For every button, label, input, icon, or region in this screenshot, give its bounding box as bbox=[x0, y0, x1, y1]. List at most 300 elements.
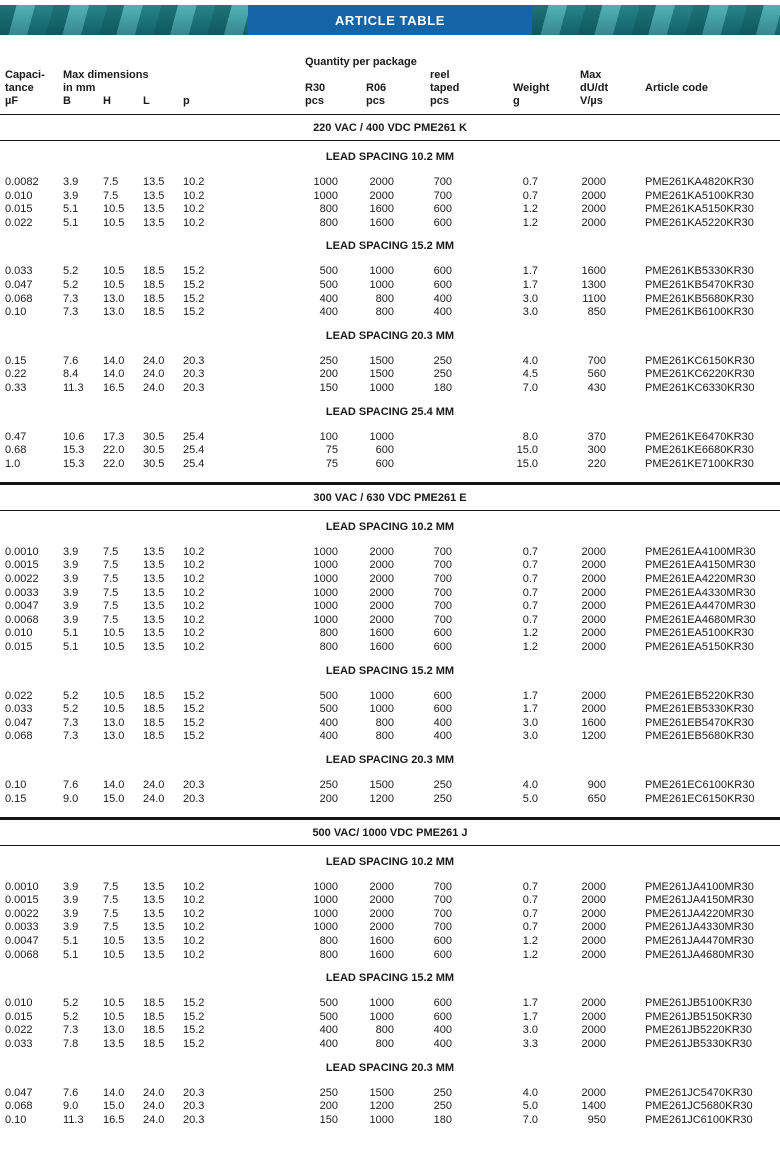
top-banner bbox=[0, 5, 780, 35]
cell-reel-taped-pcs: 700 bbox=[433, 559, 452, 572]
cell-max-du-dt: 2000 bbox=[581, 203, 606, 216]
table-row bbox=[0, 1100, 780, 1114]
cell-weight-g: 4.0 bbox=[522, 354, 538, 367]
cell-r30-pcs: 500 bbox=[319, 703, 338, 716]
cell-max-du-dt: 2000 bbox=[581, 545, 606, 558]
cell-reel-taped-pcs: 400 bbox=[433, 1037, 452, 1050]
section-gap bbox=[0, 806, 780, 818]
capacitance-header-line1: Capaci- bbox=[5, 69, 45, 81]
cell-dim-b: 5.2 bbox=[63, 265, 79, 278]
cell-reel-taped-pcs: 400 bbox=[433, 716, 452, 729]
cell-reel-taped-pcs: 600 bbox=[433, 703, 452, 716]
cell-dim-l: 18.5 bbox=[143, 716, 165, 729]
max-dimensions-header: Max dimensions bbox=[63, 69, 149, 81]
cell-dim-p: 15.2 bbox=[183, 997, 205, 1010]
lead-spacing-title bbox=[0, 1052, 780, 1087]
cell-r30-pcs: 500 bbox=[319, 278, 338, 291]
cell-dim-h: 7.5 bbox=[103, 189, 119, 202]
cell-max-du-dt: 950 bbox=[587, 1113, 606, 1126]
cell-dim-p: 15.2 bbox=[183, 265, 205, 278]
cell-weight-g: 7.0 bbox=[522, 381, 538, 394]
table-row bbox=[0, 894, 780, 908]
cell-dim-h: 10.5 bbox=[103, 935, 125, 947]
table-row bbox=[0, 627, 780, 641]
cell-dim-p: 10.2 bbox=[183, 600, 205, 613]
cell-dim-b: 5.2 bbox=[63, 703, 79, 716]
cell-r30-pcs: 250 bbox=[319, 778, 338, 791]
cell-article-code: PME261JA4150MR30 bbox=[645, 894, 754, 907]
table-row bbox=[0, 176, 780, 190]
cell-weight-g: 4.5 bbox=[522, 368, 538, 381]
cell-r06-pcs: 1500 bbox=[369, 1086, 394, 1099]
cell-dim-p: 10.2 bbox=[183, 216, 205, 229]
cell-r30-pcs: 500 bbox=[319, 1010, 338, 1023]
cell-dim-p: 15.2 bbox=[183, 1010, 205, 1023]
cell-dim-h: 10.5 bbox=[103, 216, 125, 229]
cell-r30-pcs: 500 bbox=[319, 997, 338, 1010]
cell-dim-b: 3.9 bbox=[63, 880, 79, 893]
cell-r30-pcs: 400 bbox=[319, 730, 338, 743]
section-title-text: 300 VAC / 630 VDC PME261 E bbox=[0, 483, 780, 510]
cell-capacitance-uf: 0.015 bbox=[5, 203, 33, 216]
r06-pcs-header: pcs bbox=[366, 95, 385, 107]
cell-r30-pcs: 1000 bbox=[313, 921, 338, 934]
table-row bbox=[0, 779, 780, 793]
cell-max-du-dt: 300 bbox=[587, 444, 606, 457]
cell-dim-l: 18.5 bbox=[143, 689, 165, 702]
cell-r06-pcs: 1500 bbox=[369, 778, 394, 791]
cell-dim-b: 7.3 bbox=[63, 730, 79, 743]
cell-article-code: PME261KE6680KR30 bbox=[645, 444, 754, 457]
uf-unit-header: µF bbox=[5, 95, 19, 107]
cell-max-du-dt: 2000 bbox=[581, 894, 606, 907]
cell-article-code: PME261JB5100KR30 bbox=[645, 997, 753, 1010]
cell-dim-b: 3.9 bbox=[63, 189, 79, 202]
cell-dim-h: 7.5 bbox=[103, 894, 119, 907]
cell-dim-l: 24.0 bbox=[143, 368, 165, 381]
cell-dim-l: 18.5 bbox=[143, 730, 165, 743]
cell-r30-pcs: 250 bbox=[319, 354, 338, 367]
cell-dim-l: 18.5 bbox=[143, 265, 165, 278]
cell-max-du-dt: 700 bbox=[587, 354, 606, 367]
cell-dim-h: 10.5 bbox=[103, 278, 125, 291]
cell-capacitance-uf: 0.022 bbox=[5, 1024, 33, 1037]
cell-reel-taped-pcs: 600 bbox=[433, 627, 452, 640]
cell-r30-pcs: 400 bbox=[319, 1037, 338, 1050]
cell-dim-h: 16.5 bbox=[103, 381, 125, 394]
cell-r30-pcs: 400 bbox=[319, 292, 338, 305]
lead-spacing-title-text: LEAD SPACING 20.3 MM bbox=[325, 753, 455, 766]
cell-weight-g: 1.2 bbox=[522, 216, 538, 229]
cell-weight-g: 1.7 bbox=[522, 265, 538, 278]
reel-header-line2: taped bbox=[430, 82, 460, 94]
cell-r30-pcs: 800 bbox=[319, 216, 338, 229]
cell-reel-taped-pcs: 600 bbox=[433, 997, 452, 1010]
table-row bbox=[0, 600, 780, 614]
cell-dim-p: 10.2 bbox=[183, 189, 205, 202]
cell-r30-pcs: 150 bbox=[319, 1113, 338, 1126]
cell-weight-g: 1.2 bbox=[522, 627, 538, 640]
cell-capacitance-uf: 1.0 bbox=[5, 457, 21, 470]
cell-dim-l: 30.5 bbox=[143, 444, 165, 457]
cell-r06-pcs: 1600 bbox=[369, 203, 394, 216]
table-row bbox=[0, 368, 780, 382]
cell-reel-taped-pcs: 600 bbox=[433, 948, 452, 961]
cell-reel-taped-pcs: 180 bbox=[433, 381, 452, 394]
cell-r06-pcs: 800 bbox=[375, 1024, 394, 1037]
cell-max-du-dt: 850 bbox=[587, 306, 606, 319]
cell-capacitance-uf: 0.033 bbox=[5, 1037, 33, 1050]
cell-article-code: PME261EC6100KR30 bbox=[645, 778, 755, 791]
cell-dim-b: 3.9 bbox=[63, 600, 79, 613]
cell-dim-p: 20.3 bbox=[183, 1100, 205, 1113]
section-gap bbox=[0, 471, 780, 483]
dim-h-header: H bbox=[103, 95, 111, 107]
cell-dim-b: 5.2 bbox=[63, 997, 79, 1010]
cell-dim-h: 13.0 bbox=[103, 716, 125, 729]
cell-capacitance-uf: 0.0010 bbox=[5, 880, 39, 893]
cell-max-du-dt: 560 bbox=[587, 368, 606, 381]
cell-r30-pcs: 1000 bbox=[313, 176, 338, 188]
cell-reel-taped-pcs: 400 bbox=[433, 306, 452, 319]
cell-r30-pcs: 250 bbox=[319, 1086, 338, 1099]
cell-dim-h: 13.5 bbox=[103, 1037, 125, 1050]
cell-reel-taped-pcs: 700 bbox=[433, 573, 452, 585]
cell-r06-pcs: 800 bbox=[375, 716, 394, 729]
cell-r30-pcs: 200 bbox=[319, 792, 338, 805]
cell-weight-g: 1.7 bbox=[522, 1010, 538, 1023]
cell-r30-pcs: 200 bbox=[319, 368, 338, 381]
article-code-header: Article code bbox=[645, 82, 708, 94]
cell-dim-p: 15.2 bbox=[183, 716, 205, 729]
table-row bbox=[0, 573, 780, 587]
cell-r30-pcs: 1000 bbox=[313, 573, 338, 585]
cell-dim-b: 7.3 bbox=[63, 306, 79, 319]
table-row bbox=[0, 559, 780, 573]
datasheet-page bbox=[0, 5, 780, 1127]
cell-article-code: PME261JA4100MR30 bbox=[645, 880, 754, 893]
cell-weight-g: 3.0 bbox=[522, 716, 538, 729]
cell-reel-taped-pcs: 400 bbox=[433, 730, 452, 743]
lead-spacing-title-text: LEAD SPACING 20.3 MM bbox=[325, 1061, 455, 1074]
cell-dim-l: 18.5 bbox=[143, 278, 165, 291]
cell-capacitance-uf: 0.047 bbox=[5, 1086, 33, 1099]
cell-dim-b: 11.3 bbox=[63, 1113, 84, 1126]
cell-dim-b: 10.6 bbox=[63, 430, 85, 443]
cell-article-code: PME261KE7100KR30 bbox=[645, 457, 754, 470]
lead-spacing-title-text: LEAD SPACING 25.4 MM bbox=[325, 405, 455, 418]
banner-title: ARTICLE TABLE bbox=[248, 5, 532, 35]
cell-dim-p: 10.2 bbox=[183, 935, 205, 947]
cell-dim-l: 13.5 bbox=[143, 880, 165, 893]
cell-capacitance-uf: 0.033 bbox=[5, 703, 33, 716]
cell-dim-b: 3.9 bbox=[63, 907, 79, 920]
cell-dim-b: 7.3 bbox=[63, 292, 79, 305]
cell-dim-h: 10.5 bbox=[103, 640, 125, 653]
cell-capacitance-uf: 0.10 bbox=[5, 1113, 27, 1126]
cell-dim-b: 15.3 bbox=[63, 457, 85, 470]
cell-article-code: PME261JC5680KR30 bbox=[645, 1100, 753, 1113]
cell-dim-l: 24.0 bbox=[143, 354, 165, 367]
cell-weight-g: 0.7 bbox=[522, 189, 538, 202]
cell-dim-l: 24.0 bbox=[143, 1113, 165, 1126]
cell-dim-p: 25.4 bbox=[183, 430, 205, 443]
cell-capacitance-uf: 0.0082 bbox=[5, 176, 39, 188]
cell-dim-p: 10.2 bbox=[183, 640, 205, 653]
cell-reel-taped-pcs bbox=[394, 431, 452, 445]
cell-article-code: PME261EA5100KR30 bbox=[645, 627, 754, 640]
section-title-text: 500 VAC/ 1000 VDC PME261 J bbox=[0, 818, 780, 845]
cell-weight-g: 0.7 bbox=[522, 545, 538, 558]
cell-r06-pcs: 1600 bbox=[369, 627, 394, 640]
cell-weight-g: 5.0 bbox=[522, 792, 538, 805]
cell-dim-h: 7.5 bbox=[103, 880, 119, 893]
cell-max-du-dt: 2000 bbox=[581, 1086, 606, 1099]
cell-dim-l: 18.5 bbox=[143, 1037, 165, 1050]
cell-dim-h: 7.5 bbox=[103, 600, 119, 613]
cell-r30-pcs: 1000 bbox=[313, 189, 338, 202]
cell-dim-l: 13.5 bbox=[143, 627, 165, 640]
cell-max-du-dt: 2000 bbox=[581, 640, 606, 653]
cell-dim-l: 30.5 bbox=[143, 430, 165, 443]
cell-reel-taped-pcs: 600 bbox=[433, 1010, 452, 1023]
cell-dim-h: 13.0 bbox=[103, 306, 125, 319]
cell-dim-b: 15.3 bbox=[63, 444, 85, 457]
cell-reel-taped-pcs: 700 bbox=[433, 586, 452, 599]
cell-dim-p: 15.2 bbox=[183, 278, 205, 291]
cell-dim-l: 13.5 bbox=[143, 203, 165, 216]
cell-reel-taped-pcs: 700 bbox=[433, 600, 452, 613]
lead-spacing-title bbox=[0, 141, 780, 177]
lead-spacing-title-text: LEAD SPACING 20.3 MM bbox=[325, 329, 455, 342]
cell-capacitance-uf: 0.0010 bbox=[5, 545, 39, 558]
cell-r06-pcs: 2000 bbox=[369, 907, 394, 920]
cell-max-du-dt: 1300 bbox=[581, 278, 606, 291]
cell-weight-g: 5.0 bbox=[522, 1100, 538, 1113]
cell-r06-pcs: 800 bbox=[375, 306, 394, 319]
cell-article-code: PME261KC6330KR30 bbox=[645, 381, 755, 394]
cell-r06-pcs: 800 bbox=[375, 730, 394, 743]
cell-r06-pcs: 600 bbox=[375, 457, 394, 470]
cell-article-code: PME261KA5220KR30 bbox=[645, 216, 754, 229]
cell-r30-pcs: 500 bbox=[319, 689, 338, 702]
cell-r06-pcs: 2000 bbox=[369, 189, 394, 202]
lead-spacing-title-text: LEAD SPACING 10.2 MM bbox=[325, 520, 455, 533]
cell-max-du-dt: 2000 bbox=[581, 176, 606, 188]
cell-dim-b: 3.9 bbox=[63, 573, 79, 585]
cell-r30-pcs: 800 bbox=[319, 935, 338, 947]
cell-capacitance-uf: 0.033 bbox=[5, 265, 33, 278]
cell-dim-b: 8.4 bbox=[63, 368, 79, 381]
cell-weight-g: 0.7 bbox=[522, 559, 538, 572]
cell-article-code: PME261EB5330KR30 bbox=[645, 703, 754, 716]
cell-dim-l: 13.5 bbox=[143, 216, 165, 229]
cell-r06-pcs: 2000 bbox=[369, 880, 394, 893]
dudt-header-line1: Max bbox=[580, 69, 602, 81]
cell-dim-b: 7.6 bbox=[63, 778, 79, 791]
cell-dim-l: 13.5 bbox=[143, 573, 165, 585]
table-row bbox=[0, 614, 780, 628]
lead-spacing-title-text: LEAD SPACING 15.2 MM bbox=[325, 664, 455, 677]
cell-reel-taped-pcs: 250 bbox=[433, 1100, 452, 1113]
table-row bbox=[0, 306, 780, 320]
cell-dim-l: 13.5 bbox=[143, 600, 165, 613]
cell-article-code: PME261JC5470KR30 bbox=[645, 1086, 753, 1099]
cell-dim-b: 5.1 bbox=[63, 935, 79, 947]
article-table-body bbox=[0, 115, 780, 1128]
cell-r30-pcs: 75 bbox=[325, 444, 338, 457]
cell-weight-g: 1.2 bbox=[522, 203, 538, 216]
table-row bbox=[0, 444, 780, 458]
cell-weight-g: 0.7 bbox=[522, 573, 538, 585]
cell-dim-l: 18.5 bbox=[143, 306, 165, 319]
cell-dim-p: 10.2 bbox=[183, 921, 205, 934]
cell-capacitance-uf: 0.68 bbox=[5, 444, 27, 457]
table-row bbox=[0, 265, 780, 279]
cell-r06-pcs: 1000 bbox=[369, 430, 394, 443]
dudt-unit-header: V/µs bbox=[580, 95, 603, 107]
r06-header: R06 bbox=[366, 82, 387, 94]
table-row bbox=[0, 793, 780, 807]
quantity-per-package-label: Quantity per package bbox=[305, 56, 417, 68]
cell-dim-p: 10.2 bbox=[183, 559, 205, 572]
cell-reel-taped-pcs: 250 bbox=[433, 778, 452, 791]
dim-l-header: L bbox=[143, 95, 150, 107]
cell-max-du-dt: 650 bbox=[587, 792, 606, 805]
cell-max-du-dt: 1100 bbox=[582, 292, 606, 305]
table-row bbox=[0, 293, 780, 307]
cell-dim-p: 10.2 bbox=[183, 948, 205, 961]
cell-reel-taped-pcs: 250 bbox=[433, 354, 452, 367]
cell-weight-g: 8.0 bbox=[522, 430, 538, 443]
cell-dim-p: 20.3 bbox=[183, 778, 205, 791]
cell-max-du-dt: 430 bbox=[587, 381, 606, 394]
cell-dim-h: 17.3 bbox=[103, 430, 125, 443]
cell-article-code: PME261JA4470MR30 bbox=[645, 935, 754, 947]
cell-article-code: PME261KB5470KR30 bbox=[645, 278, 754, 291]
cell-dim-p: 10.2 bbox=[183, 627, 205, 640]
section-gap-text bbox=[0, 471, 780, 483]
cell-dim-h: 7.5 bbox=[103, 921, 119, 934]
cell-weight-g: 0.7 bbox=[522, 176, 538, 188]
cell-r30-pcs: 200 bbox=[319, 1100, 338, 1113]
cell-article-code: PME261KC6220KR30 bbox=[645, 368, 755, 381]
cell-article-code: PME261KC6150KR30 bbox=[645, 354, 755, 367]
cell-article-code: PME261EA4680MR30 bbox=[645, 613, 756, 626]
cell-max-du-dt: 2000 bbox=[581, 997, 606, 1010]
cell-dim-p: 15.2 bbox=[183, 730, 205, 743]
cell-r06-pcs: 2000 bbox=[369, 894, 394, 907]
cell-r06-pcs: 1000 bbox=[369, 1113, 394, 1126]
table-row bbox=[0, 1087, 780, 1101]
cell-dim-b: 11.3 bbox=[63, 381, 84, 394]
table-row bbox=[0, 908, 780, 922]
cell-dim-l: 24.0 bbox=[143, 381, 165, 394]
cell-dim-l: 13.5 bbox=[143, 948, 165, 961]
cell-dim-h: 10.5 bbox=[103, 203, 125, 216]
cell-dim-h: 7.5 bbox=[103, 573, 119, 585]
cell-dim-h: 10.5 bbox=[103, 689, 125, 702]
table-row bbox=[0, 641, 780, 655]
cell-capacitance-uf: 0.010 bbox=[5, 189, 33, 202]
cell-article-code: PME261JA4680MR30 bbox=[645, 948, 754, 961]
cell-reel-taped-pcs: 600 bbox=[433, 278, 452, 291]
cell-dim-b: 3.9 bbox=[63, 586, 79, 599]
cell-dim-h: 14.0 bbox=[103, 1086, 125, 1099]
cell-r06-pcs: 1000 bbox=[369, 1010, 394, 1023]
cell-capacitance-uf: 0.0033 bbox=[5, 921, 39, 934]
cell-dim-l: 18.5 bbox=[143, 703, 165, 716]
table-header bbox=[0, 56, 780, 115]
cell-dim-p: 10.2 bbox=[183, 894, 205, 907]
cell-r06-pcs: 1000 bbox=[369, 997, 394, 1010]
cell-dim-l: 13.5 bbox=[143, 935, 165, 947]
cell-max-du-dt: 2000 bbox=[581, 880, 606, 893]
table-row bbox=[0, 881, 780, 895]
cell-dim-b: 5.2 bbox=[63, 278, 79, 291]
cell-article-code: PME261KB5330KR30 bbox=[645, 265, 754, 278]
cell-r30-pcs: 1000 bbox=[313, 559, 338, 572]
cell-r30-pcs: 1000 bbox=[313, 545, 338, 558]
cell-article-code: PME261EB5220KR30 bbox=[645, 689, 754, 702]
cell-weight-g: 1.2 bbox=[522, 640, 538, 653]
cell-reel-taped-pcs: 250 bbox=[433, 792, 452, 805]
cell-dim-b: 3.9 bbox=[63, 559, 79, 572]
cell-max-du-dt: 2000 bbox=[581, 948, 606, 961]
cell-reel-taped-pcs: 700 bbox=[433, 545, 452, 558]
cell-max-du-dt: 2000 bbox=[581, 1024, 606, 1037]
cell-r06-pcs: 800 bbox=[375, 1037, 394, 1050]
cell-weight-g: 0.7 bbox=[522, 880, 538, 893]
table-row bbox=[0, 921, 780, 935]
cell-capacitance-uf: 0.0047 bbox=[5, 935, 39, 947]
cell-dim-h: 14.0 bbox=[103, 778, 125, 791]
cell-dim-h: 15.0 bbox=[103, 792, 125, 805]
cell-dim-p: 20.3 bbox=[183, 792, 205, 805]
cell-reel-taped-pcs bbox=[394, 444, 452, 458]
cell-r06-pcs: 2000 bbox=[369, 573, 394, 585]
cell-dim-h: 13.0 bbox=[103, 730, 125, 743]
cell-weight-g: 3.0 bbox=[522, 306, 538, 319]
dim-p-header: p bbox=[183, 95, 190, 107]
cell-capacitance-uf: 0.015 bbox=[5, 640, 33, 653]
lead-spacing-title-text: LEAD SPACING 10.2 MM bbox=[325, 151, 455, 163]
cell-reel-taped-pcs: 700 bbox=[433, 894, 452, 907]
table-row bbox=[0, 546, 780, 560]
cell-reel-taped-pcs bbox=[394, 458, 452, 472]
cell-r06-pcs: 2000 bbox=[369, 921, 394, 934]
cell-dim-h: 10.5 bbox=[103, 1010, 125, 1023]
cell-capacitance-uf: 0.022 bbox=[5, 689, 33, 702]
cell-dim-p: 15.2 bbox=[183, 703, 205, 716]
cell-capacitance-uf: 0.0015 bbox=[5, 894, 39, 907]
cell-r06-pcs: 1600 bbox=[369, 948, 394, 961]
cell-r06-pcs: 600 bbox=[375, 444, 394, 457]
cell-article-code: PME261EA5150KR30 bbox=[645, 640, 754, 653]
cell-dim-b: 5.1 bbox=[63, 948, 79, 961]
banner-texture-right bbox=[532, 5, 780, 35]
cell-dim-b: 3.9 bbox=[63, 894, 79, 907]
cell-capacitance-uf: 0.10 bbox=[5, 778, 27, 791]
weight-g-header: g bbox=[513, 95, 520, 107]
cell-capacitance-uf: 0.15 bbox=[5, 792, 27, 805]
lead-spacing-title-text: LEAD SPACING 15.2 MM bbox=[325, 972, 455, 985]
cell-dim-l: 13.5 bbox=[143, 586, 165, 599]
cell-weight-g: 0.7 bbox=[522, 613, 538, 626]
cell-article-code: PME261KB5680KR30 bbox=[645, 292, 754, 305]
cell-weight-g: 1.7 bbox=[522, 278, 538, 291]
cell-dim-p: 15.2 bbox=[183, 1024, 205, 1037]
